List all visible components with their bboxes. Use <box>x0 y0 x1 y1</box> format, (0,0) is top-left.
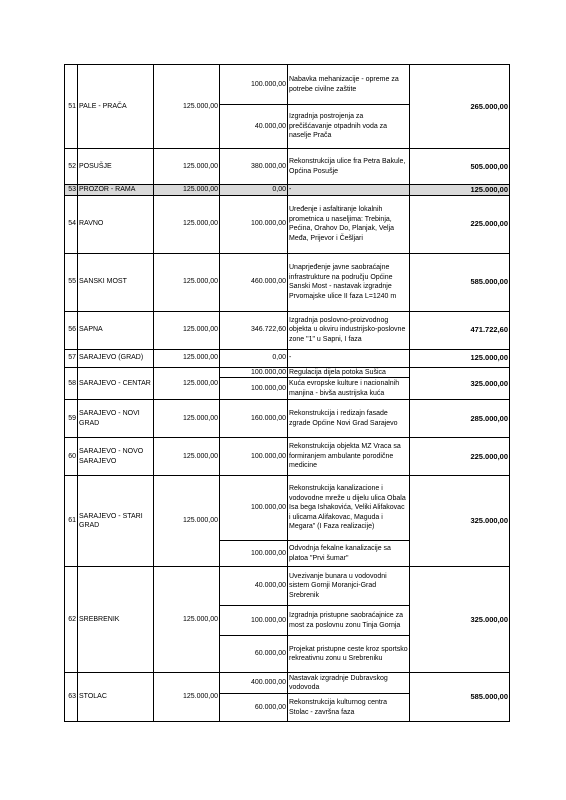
project-description: Odvodnja fekalne kanalizacije sa platoa "Prvi šumar" <box>288 541 410 567</box>
base-amount: 125.000,00 <box>154 253 220 311</box>
project-amount: 460.000,00 <box>220 253 288 311</box>
row-number: 62 <box>65 567 78 673</box>
table-row <box>65 65 510 105</box>
municipality-name: SARAJEVO - NOVI GRAD <box>78 400 154 438</box>
project-amount: 100.000,00 <box>220 378 288 400</box>
total-amount: 225.000,00 <box>410 195 510 253</box>
total-amount: 585.000,00 <box>410 253 510 311</box>
project-amount: 40.000,00 <box>220 567 288 606</box>
row-number: 57 <box>65 349 78 367</box>
row-number: 59 <box>65 400 78 438</box>
project-amount: 0,00 <box>220 349 288 367</box>
base-amount: 125.000,00 <box>154 185 220 196</box>
total-amount: 265.000,00 <box>410 65 510 149</box>
base-amount: 125.000,00 <box>154 149 220 185</box>
allocation-table-page <box>64 64 510 722</box>
table-row <box>65 195 510 253</box>
project-description: Unaprjeđenje javne saobraćajne infrastrukture na području Općine Sanski Most - nastavak izgradnje Prvomajske ulice II faza L=1240 m <box>288 253 410 311</box>
table-row <box>65 349 510 367</box>
total-amount: 285.000,00 <box>410 400 510 438</box>
table-row <box>65 253 510 311</box>
base-amount: 125.000,00 <box>154 400 220 438</box>
project-amount: 40.000,00 <box>220 105 288 149</box>
project-description: Uređenje i asfaltiranje lokalnih prometnica u naseljima: Trebinja, Pećina, Orahov Do, Planjak, Velja Međa, Prijevor i Češljari <box>288 195 410 253</box>
table-row <box>65 476 510 541</box>
project-amount: 0,00 <box>220 185 288 196</box>
total-amount: 505.000,00 <box>410 149 510 185</box>
project-amount: 100.000,00 <box>220 476 288 541</box>
project-amount: 346.722,60 <box>220 311 288 349</box>
base-amount: 125.000,00 <box>154 349 220 367</box>
total-amount: 325.000,00 <box>410 367 510 400</box>
municipality-name: POSUŠJE <box>78 149 154 185</box>
municipality-name: PALE - PRAČA <box>78 65 154 149</box>
project-description: Regulacija dijela potoka Sušica <box>288 367 410 378</box>
project-amount: 100.000,00 <box>220 438 288 476</box>
table-row <box>65 567 510 606</box>
municipality-name: SANSKI MOST <box>78 253 154 311</box>
base-amount: 125.000,00 <box>154 311 220 349</box>
row-number: 61 <box>65 476 78 567</box>
table-row <box>65 185 510 196</box>
total-amount: 225.000,00 <box>410 438 510 476</box>
project-description: Rekonstrukcija ulice fra Petra Bakule, Općina Posušje <box>288 149 410 185</box>
project-amount: 60.000,00 <box>220 694 288 722</box>
allocation-table <box>64 64 510 722</box>
project-description: Rekonstrukcija kulturnog centra Stolac - završna faza <box>288 694 410 722</box>
municipality-name: SREBRENIK <box>78 567 154 673</box>
project-amount: 380.000,00 <box>220 149 288 185</box>
project-description: Rekonstrukcija objekta MZ Vraca sa formiranjem ambulante porodične medicine <box>288 438 410 476</box>
row-number: 63 <box>65 673 78 722</box>
base-amount: 125.000,00 <box>154 195 220 253</box>
table-row <box>65 438 510 476</box>
project-description: - <box>288 349 410 367</box>
municipality-name: PROZOR - RAMA <box>78 185 154 196</box>
row-number: 58 <box>65 367 78 400</box>
row-number: 51 <box>65 65 78 149</box>
project-amount: 100.000,00 <box>220 65 288 105</box>
project-amount: 100.000,00 <box>220 367 288 378</box>
project-description: Izgradnja postrojenja za prečišćavanje otpadnih voda za naselje Prača <box>288 105 410 149</box>
municipality-name: SARAJEVO - STARI GRAD <box>78 476 154 567</box>
project-description: Nabavka mehanizacije - opreme za potrebe civilne zaštite <box>288 65 410 105</box>
project-description: - <box>288 185 410 196</box>
project-amount: 400.000,00 <box>220 673 288 694</box>
base-amount: 125.000,00 <box>154 367 220 400</box>
total-amount: 325.000,00 <box>410 476 510 567</box>
total-amount: 471.722,60 <box>410 311 510 349</box>
project-amount: 100.000,00 <box>220 541 288 567</box>
municipality-name: SARAJEVO (GRAD) <box>78 349 154 367</box>
municipality-name: SARAJEVO - NOVO SARAJEVO <box>78 438 154 476</box>
municipality-name: RAVNO <box>78 195 154 253</box>
project-description: Projekat pristupne ceste kroz sportsko rekreativnu zonu u Srebreniku <box>288 636 410 673</box>
municipality-name: STOLAC <box>78 673 154 722</box>
base-amount: 125.000,00 <box>154 567 220 673</box>
project-description: Nastavak izgradnje Dubravskog vodovoda <box>288 673 410 694</box>
table-row <box>65 400 510 438</box>
municipality-name: SARAJEVO - CENTAR <box>78 367 154 400</box>
base-amount: 125.000,00 <box>154 673 220 722</box>
project-description: Uvezivanje bunara u vodovodni sistem Gornji Moranjci-Grad Srebrenik <box>288 567 410 606</box>
table-body <box>65 65 510 722</box>
row-number: 53 <box>65 185 78 196</box>
row-number: 54 <box>65 195 78 253</box>
municipality-name: SAPNA <box>78 311 154 349</box>
row-number: 56 <box>65 311 78 349</box>
table-row <box>65 149 510 185</box>
total-amount: 325.000,00 <box>410 567 510 673</box>
project-description: Izgradnja pristupne saobraćajnice za most za poslovnu zonu Tinja Gornja <box>288 606 410 636</box>
row-number: 52 <box>65 149 78 185</box>
project-description: Rekonstrukcija kanalizacione i vodovodne mreže u dijelu ulica Obala Isa bega Ishakovića, Veliki Alifakovac i ulicama Alifakovac, Maguda i Megara" (I Faza realizacije) <box>288 476 410 541</box>
total-amount: 125.000,00 <box>410 185 510 196</box>
project-amount: 100.000,00 <box>220 195 288 253</box>
project-amount: 60.000,00 <box>220 636 288 673</box>
total-amount: 125.000,00 <box>410 349 510 367</box>
total-amount: 585.000,00 <box>410 673 510 722</box>
project-description: Izgradnja poslovno-proizvodnog objekta u okviru industrijsko-poslovne zone "1" u Sapni, I faza <box>288 311 410 349</box>
table-row <box>65 673 510 694</box>
project-amount: 100.000,00 <box>220 606 288 636</box>
project-description: Kuća evropske kulture i nacionalnih manjina - bivša austrijska kuća <box>288 378 410 400</box>
row-number: 55 <box>65 253 78 311</box>
base-amount: 125.000,00 <box>154 438 220 476</box>
project-description: Rekonstrukcija i redizajn fasade zgrade Općine Novi Grad Sarajevo <box>288 400 410 438</box>
row-number: 60 <box>65 438 78 476</box>
table-row <box>65 367 510 378</box>
table-row <box>65 311 510 349</box>
base-amount: 125.000,00 <box>154 65 220 149</box>
project-amount: 160.000,00 <box>220 400 288 438</box>
base-amount: 125.000,00 <box>154 476 220 567</box>
